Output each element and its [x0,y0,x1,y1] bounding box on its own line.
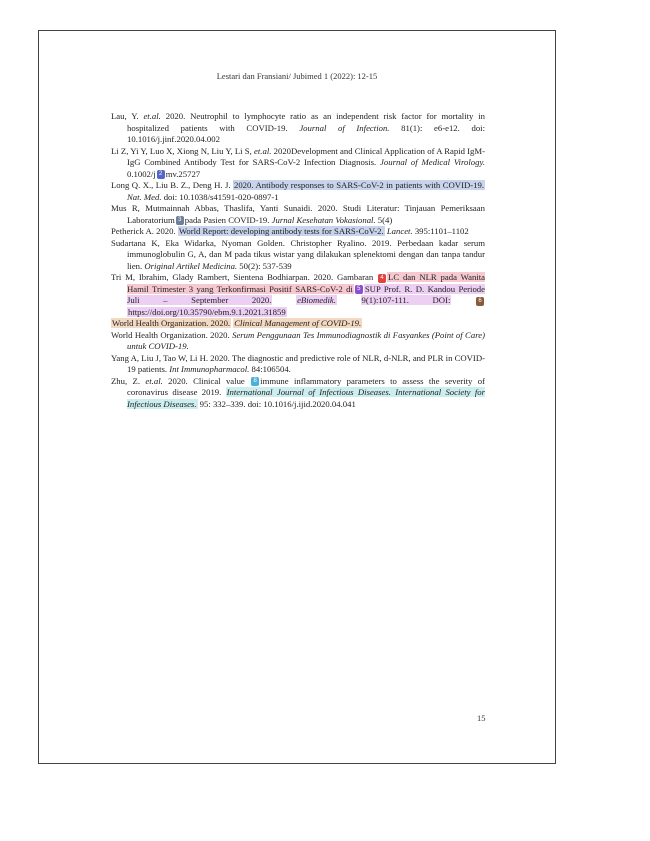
reference-yang [111,353,485,376]
reference-li [111,146,485,181]
reference-long [111,180,485,203]
ref-volume: 50(2): 537-539 [239,260,292,271]
ref-doi: doi: 10.1038/s41591-020-0897-1 [163,191,279,202]
ref-title: Serum Penggunaan Tes Immunodiagnostik di Fasyankes (Point of Care) untuk COVID-19. [127,329,485,351]
ref-doi-rest: mv.25727 [165,168,201,179]
ref-doi-link[interactable]: https://doi.org/10.35790/ebm.9.1.2021.31859 [128,306,286,317]
ref-authors: Mus R, Mutmainnah Abbas, Thaslifa, Yanti Sunaidi. 2020. Studi Literatur: Tinjauan Pemeriksaan Laboratorium [111,203,485,225]
ref-title: Clinical Management of COVID-19. [234,318,362,328]
ref-journal: Jurnal Kesehatan Vokasional. [271,214,376,225]
ref-year: 2020. Clinical value [168,375,245,386]
reference-list [111,111,485,410]
ref-title: 2020Development and Clinical Application of A Rapid IgM-IgG Combined Antibody Test for SARS-CoV-2 Infection Diagnosis. [127,145,486,167]
ref-volume: 84:106504. [251,364,291,374]
reference-who-2 [111,330,485,353]
ref-journal: Journal of Infection. [299,122,390,133]
ref-journal: Lancet. [386,226,413,236]
ref-title: immune inflammatory parameters to assess the severity of coronavirus disease 2019. [127,375,485,397]
annotation-tag-8[interactable]: 8 [251,377,259,386]
running-header: Lestari dan Fransiani/ Jubimed 1 (2022): 12-15 [216,71,378,81]
annotation-tag-4[interactable]: 4 [378,274,386,283]
ref-authors: World Health Organization. 2020. [111,329,230,340]
ref-doi: 0.1002/j [127,168,156,179]
ref-title: Sudartana K, Eka Widarka, Nyoman Golden. Christopher Ryalino. 2019. Perbedaan kadar serum immunoglobulin G, A, dan M pada tikus wistar yang dilakukan splenektomi dengan dan tanpa tandur lien. [111,237,485,271]
ref-title: pada Pasien COVID-19. [184,214,270,225]
ref-title: Yang A, Liu J, Tao W, Li H. 2020. The diagnostic and predictive role of NLR, d-NLR, and PLR in COVID-19 patients. [111,352,485,374]
reference-sudartana [111,238,485,273]
annotation-tag-6[interactable]: 6 [476,297,484,306]
ref-etal: et.al. [143,111,161,121]
ref-authors: Li Z, Yi Y, Luo X, Xiong N, Liu Y, Li S, [111,145,252,156]
ref-title: 2020. Neutrophil to lymphocyte ratio as an independent risk factor for mortality in hospitalized patients with COVID-19. [127,111,486,133]
ref-volume: 9(1):107-111. DOI: [361,295,451,305]
ref-volume: 5(4) [377,214,393,225]
reference-petherick [111,226,485,238]
reference-who-1 [111,318,485,330]
ref-doi: 95: 332–339. doi: 10.1016/j.ijid.2020.04.041 [199,398,356,409]
highlight-teal[interactable]: International Journal of Infectious Diseases. International Society for Infectious Diseases. [127,387,485,409]
highlight-blue[interactable]: 2020. Antibody responses to SARS-CoV-2 in patients with COVID-19. [233,180,484,190]
ref-journal: Int Immunopharmacol. [169,364,250,374]
ref-doi: 81(1): e6-e12. doi: 10.1016/j.jinf.2020.04.002 [127,122,485,144]
ref-authors: Long Q. X., Liu B. Z., Deng H. J. [111,180,231,190]
ref-authors: Petherick A. 2020. [111,226,176,236]
ref-journal: Nat. Med. [127,191,162,202]
highlight-blue[interactable]: World Report: developing antibody tests for SARS-CoV-2. [178,226,384,236]
highlight-pink[interactable]: SUP Prof. R. D. Kandou Periode Juli – September 2020. [127,283,485,305]
ref-pages: 395:1101–1102 [414,226,469,236]
ref-etal: et.al. [254,145,272,156]
reference-zhu [111,376,485,411]
ref-journal: Original Artikel Medicina. [144,260,238,271]
ref-authors: Tri M, Ibrahim, Glady Rambert, Sientena Bodhiarpan. 2020. Gambaran [111,272,374,282]
highlight-red[interactable]: LC dan NLR pada Wanita Hamil Trimester 3 yang Terkonfirmasi Positif SARS-CoV-2 di [127,272,486,294]
paper-page [38,30,556,764]
page-number: 15 [477,713,486,723]
highlight-orange[interactable]: World Health Organization. 2020. [112,318,231,328]
ref-journal: eBiomedik. [297,295,336,305]
annotation-tag-3[interactable]: 3 [176,216,184,225]
ref-authors: Lau, Y. [111,111,139,121]
ref-authors: Zhu, Z. [111,375,141,386]
reference-lau [111,111,485,146]
ref-etal: et.al. [145,375,163,386]
reference-tri [111,272,485,318]
reference-mus [111,203,485,226]
ref-journal: Journal of Medical Virology. [380,157,486,167]
annotation-tag-5[interactable]: 5 [355,285,363,294]
annotation-tag-2[interactable]: 2 [157,170,165,179]
